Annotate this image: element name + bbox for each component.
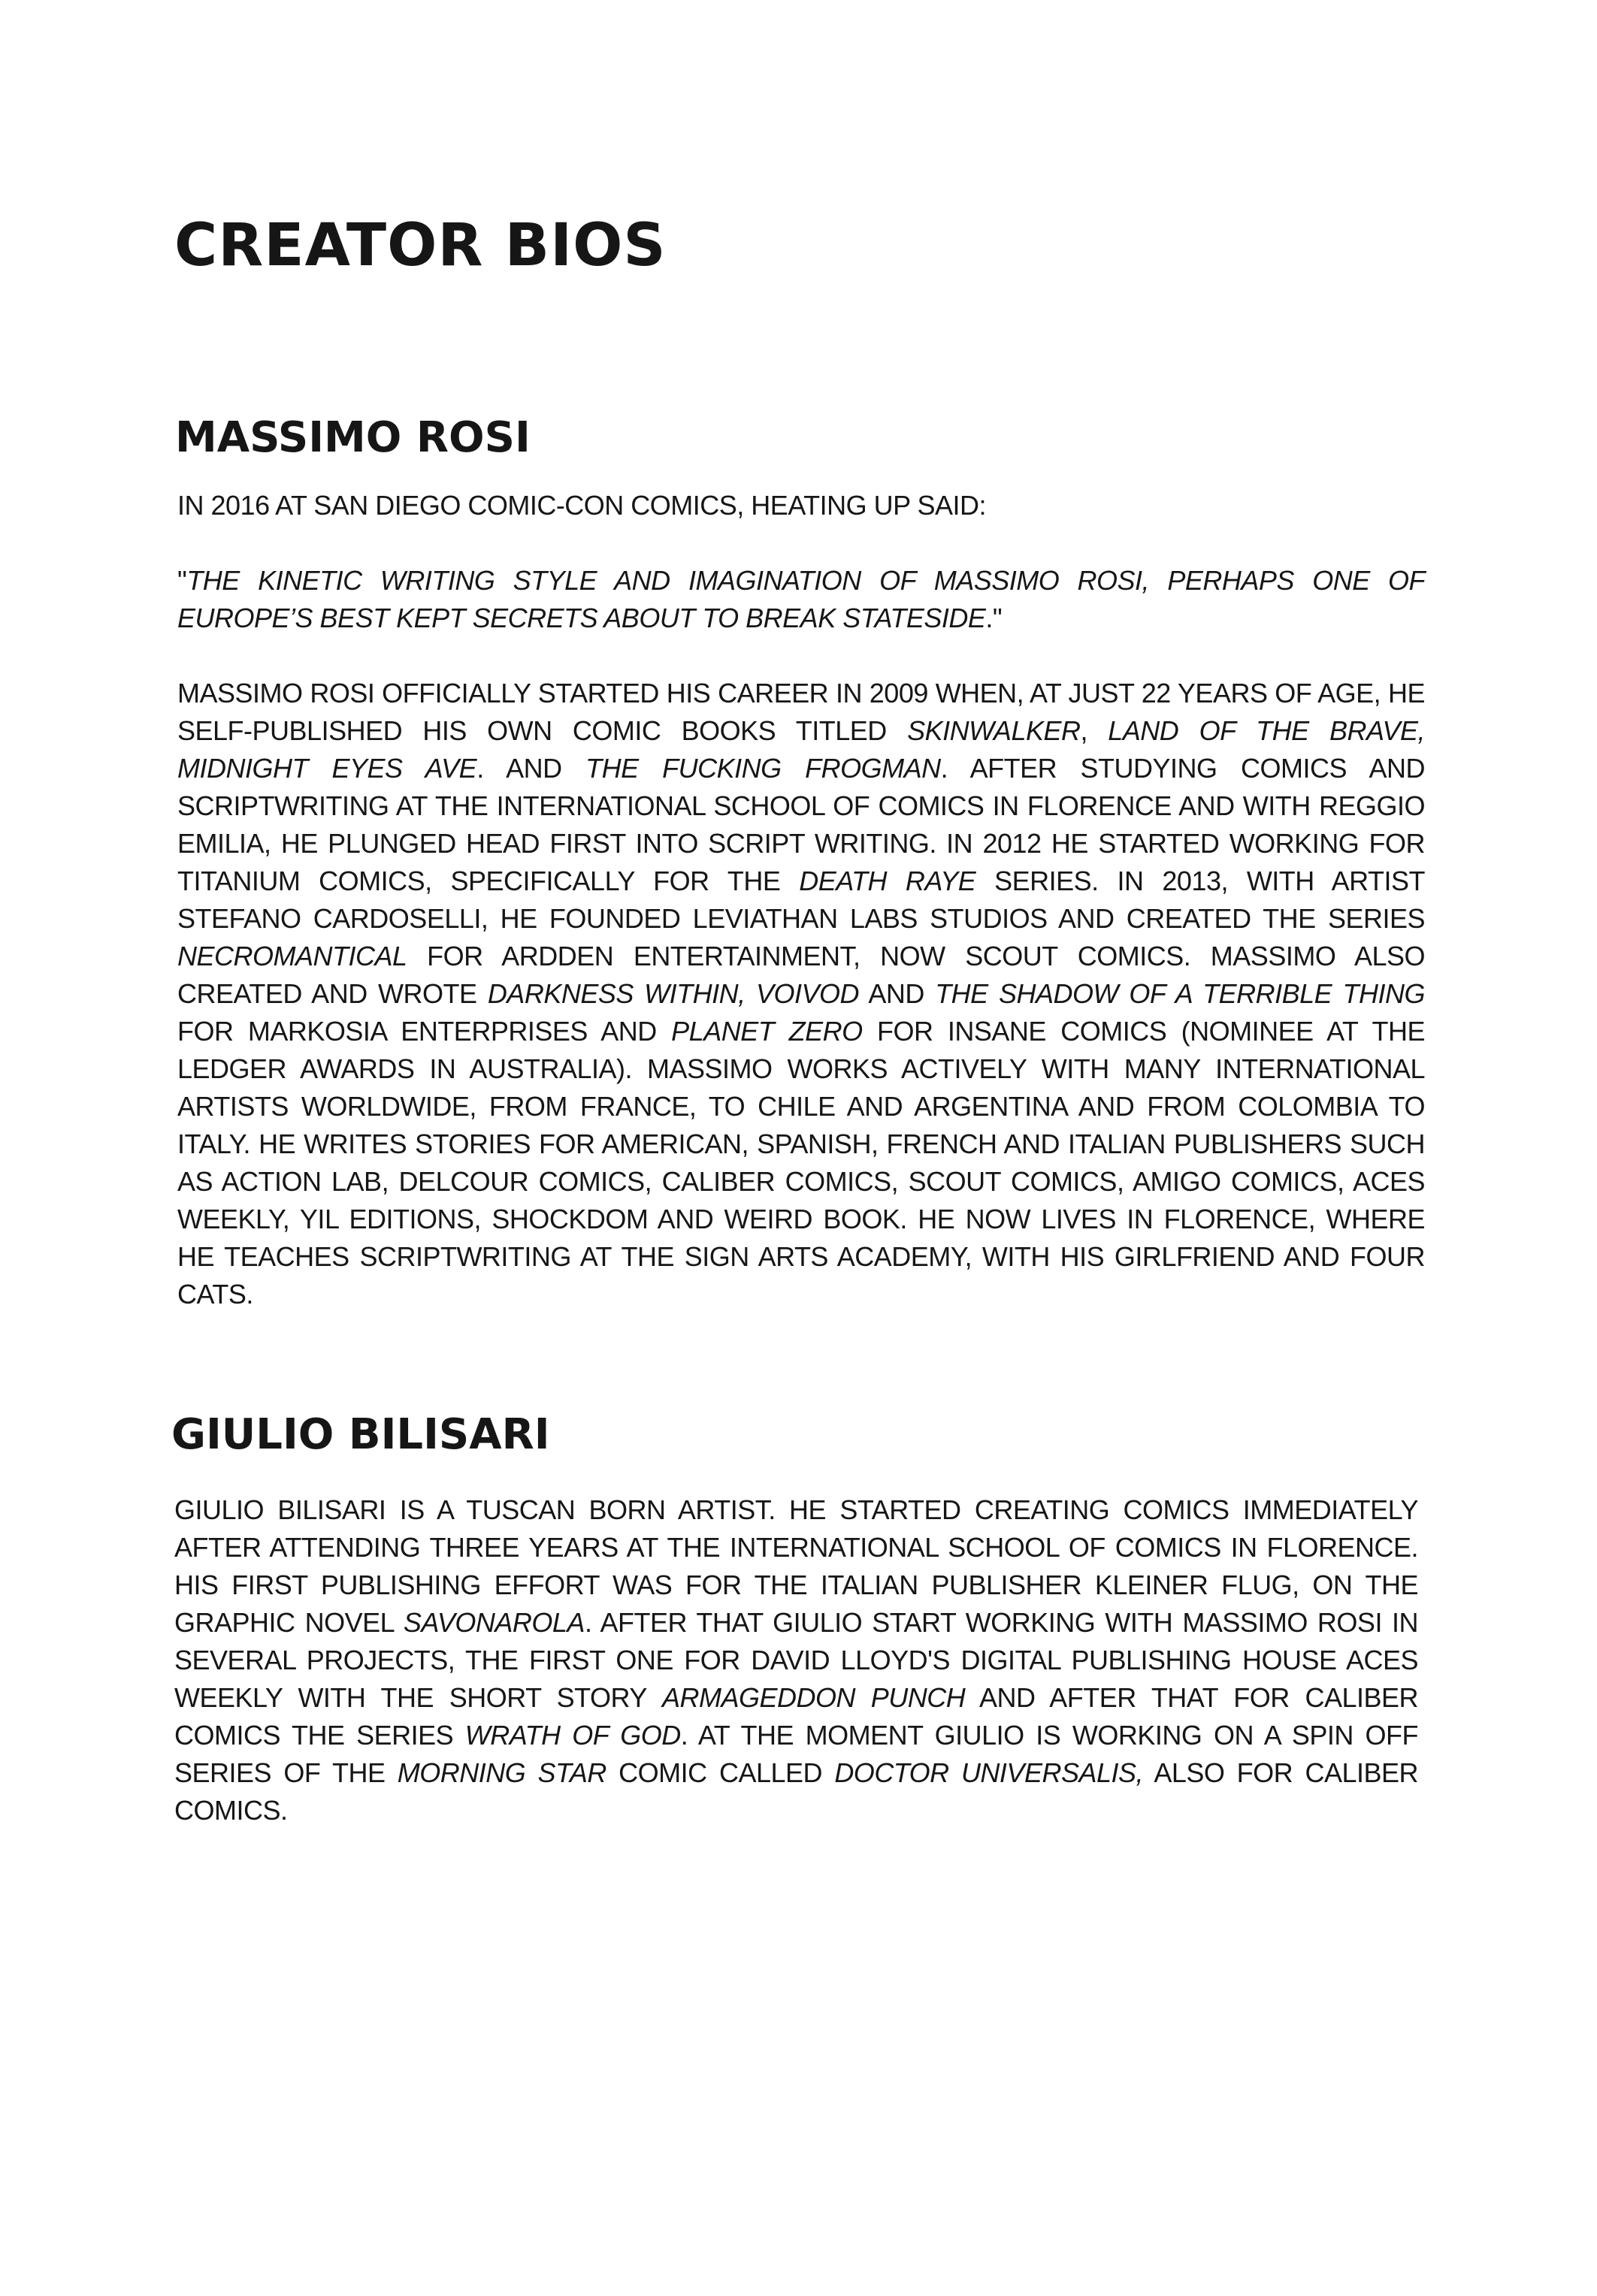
quote-close-mark: ." [985, 603, 1003, 633]
bio-text: . AND [476, 753, 586, 784]
bio-text: FOR INSANE COMICS (NOMINEE AT THE LEDGER AWARDS IN AUSTRALIA). MASSIMO WORKS ACTIVELY WITH MANY INTERNATIONAL ARTISTS WORLDWIDE, FROM FRANCE, TO CHILE AND ARGENTINA AND FROM COLOMBIA TO ITALY. HE WRITES STORIES FOR AMERICAN, SPANISH, FRENCH AND ITALIAN PUBLISHERS SUCH AS ACTION LAB, DELCOUR COMICS, CALIBER COMICS, SCOUT COMICS, AMIGO COMICS, ACES WEEKLY, YIL EDITIONS, SHOCKDOM AND WEIRD BOOK. HE NOW LIVES IN FLORENCE, WHERE HE TEACHES SCRIPTWRITING AT THE SIGN ARTS ACADEMY, WITH HIS GIRLFRIEND AND FOUR CATS. [177, 1016, 1425, 1310]
book-title: DOCTOR UNIVERSALIS, [834, 1757, 1144, 1788]
bio-text: FOR ARDDEN ENTERTAINMENT, NOW SCOUT COMICS. MASSIMO ALSO CREATED AND WROTE [177, 941, 1425, 1009]
bio-text: MASSIMO ROSI OFFICIALLY STARTED HIS CAREER IN 2009 WHEN, AT JUST 22 YEARS OF AGE, HE SELF-PUBLISHED HIS OWN COMIC BOOKS TITLED [177, 678, 1425, 746]
rosi-quote-paragraph [177, 562, 1425, 637]
book-title: THE FUCKING FROGMAN [585, 753, 941, 784]
bio-text: COMIC CALLED [606, 1757, 835, 1788]
book-title: THE SHADOW OF A TERRIBLE THING [935, 978, 1426, 1009]
rosi-bio-paragraph [177, 675, 1425, 1313]
book-title: SKINWALKER [907, 715, 1081, 746]
bilisari-bio-paragraph [174, 1491, 1418, 1829]
book-title: ARMAGEDDON PUNCH [661, 1682, 966, 1713]
bio-text: , [1080, 715, 1109, 746]
bio-text: . AT THE MOMENT GIULIO IS WORKING ON A SPIN OFF SERIES OF THE [174, 1720, 1418, 1788]
book-title: PLANET ZERO [671, 1016, 863, 1047]
section-heading-giulio-bilisari: GIULIO BILISARI [171, 1410, 550, 1459]
rosi-intro-paragraph: IN 2016 AT SAN DIEGO COMIC-CON COMICS, HEATING UP SAID: [177, 490, 987, 521]
bio-text: . AFTER THAT GIULIO START WORKING WITH MASSIMO ROSI IN SEVERAL PROJECTS, THE FIRST ONE FOR DAVID LLOYD'S DIGITAL PUBLISHING HOUSE ACES WEEKLY WITH THE SHORT STORY [174, 1607, 1418, 1713]
page-title: CREATOR BIOS [174, 212, 667, 279]
bio-text: ALSO FOR CALIBER COMICS. [174, 1757, 1418, 1826]
book-title: MORNING STAR [397, 1757, 606, 1788]
quote-text: THE KINETIC WRITING STYLE AND IMAGINATION OF MASSIMO ROSI, PERHAPS ONE OF EUROPE’S BEST KEPT SECRETS ABOUT TO BREAK STATESIDE [177, 565, 1425, 633]
book-title: DARKNESS WITHIN, VOIVOD [487, 978, 860, 1009]
book-title: SAVONAROLA [403, 1607, 585, 1638]
bio-text: SERIES. IN 2013, WITH ARTIST STEFANO CARDOSELLI, HE FOUNDED LEVIATHAN LABS STUDIOS AND CREATED THE SERIES [177, 866, 1426, 934]
bio-text: . AFTER STUDYING COMICS AND SCRIPTWRITING AT THE INTERNATIONAL SCHOOL OF COMICS IN FLORENCE AND WITH REGGIO EMILIA, HE PLUNGED HEAD FIRST INTO SCRIPT WRITING. IN 2012 HE STARTED WORKING FOR TITANIUM COMICS, SPECIFICALLY FOR THE [177, 753, 1426, 896]
book-title: NECROMANTICAL [177, 941, 407, 971]
book-title: LAND OF THE BRAVE, MIDNIGHT EYES AVE [177, 715, 1425, 784]
book-title: DEATH RAYE [799, 866, 976, 896]
bio-text: AND AFTER THAT FOR CALIBER COMICS THE SERIES [174, 1682, 1418, 1751]
bio-text: AND [859, 978, 936, 1009]
bio-text: FOR MARKOSIA ENTERPRISES AND [177, 1016, 672, 1047]
section-heading-massimo-rosi: MASSIMO ROSI [175, 413, 531, 462]
book-title: WRATH OF GOD [464, 1720, 681, 1751]
bio-text: GIULIO BILISARI IS A TUSCAN BORN ARTIST. HE STARTED CREATING COMICS IMMEDIATELY AFTER ATTENDING THREE YEARS AT THE INTERNATIONAL SCHOOL OF COMICS IN FLORENCE. HIS FIRST PUBLISHING EFFORT WAS FOR THE ITALIAN PUBLISHER KLEINER FLUG, ON THE GRAPHIC NOVEL [174, 1494, 1418, 1638]
quote-open-mark: " [177, 565, 187, 596]
